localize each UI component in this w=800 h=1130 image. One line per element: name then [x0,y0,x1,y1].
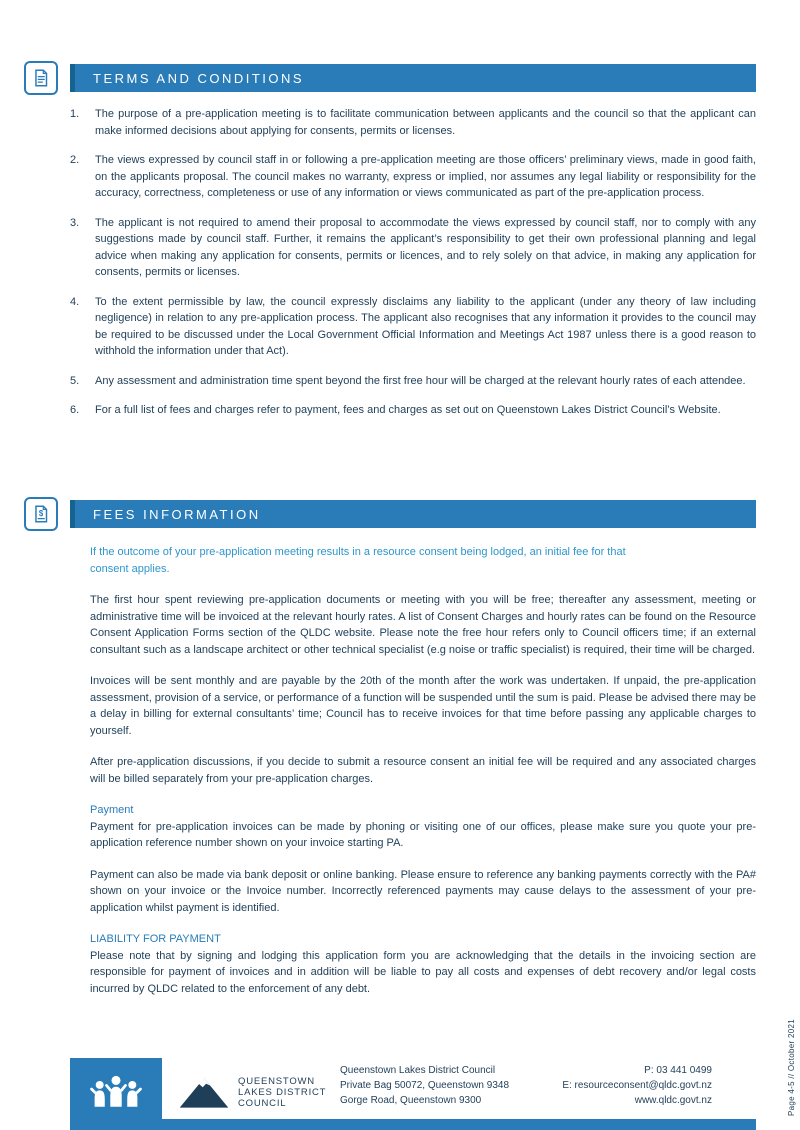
fees-heading: FEES INFORMATION [93,506,261,522]
address-line-3: Gorge Road, Queenstown 9300 [340,1095,482,1106]
fees-paragraph: After pre-application discussions, if you decide to submit a resource consent an initial fee will be required and any associated charges will be billed separately from your pre-application charges. [90,756,756,785]
item-number: 1. [70,108,80,120]
payment-paragraphs [90,819,756,917]
fees-document-icon [24,497,58,531]
fees-section [38,500,756,997]
qldc-logo [178,1074,326,1110]
item-text: The purpose of a pre-application meeting is to facilitate communication between applicants and the council so that the applicant can make informed decisions about applying for consents, permits or licenses. [95,108,756,137]
terms-list-item [70,215,756,281]
terms-heading: TERMS AND CONDITIONS [93,70,305,86]
svg-text:$: $ [38,508,44,518]
terms-document-icon [24,61,58,95]
payment-paragraph: Payment for pre-application invoices can be made by phoning or visiting one of our offices, please make sure you quote your pre-application reference number shown on your invoice starting PA. [90,820,756,849]
terms-list-item [70,402,756,419]
footer-blue-bar [70,1119,756,1130]
payment-heading: Payment [90,804,134,816]
terms-list-item [70,373,756,390]
logo-line-1: QUEENSTOWN [238,1075,315,1087]
fees-paragraph: Invoices will be sent monthly and are payable by the 20th of the month after the work was undertaken. If unpaid, the pre-application assessment, provision of a service, or performance of a function will be suspended until the sum is paid. Please be advised there may be a delay in billing for external consultants’ time; Council has to receive invoices for that time before passing any applicable charges to yourself. [90,675,756,737]
email-address: E: resourceconsent@qldc.govt.nz [562,1080,712,1091]
liability-paragraph: Please note that by signing and lodging this application form you are acknowledging that the details in the invoicing section are responsible for payment of invoices and in addition will be liable to pay all costs and expenses of debt recovery and/or legal costs incurred by QLDC related to the enforcement of any debt. [90,949,756,995]
address-line-1: Queenstown Lakes District Council [340,1065,496,1076]
page-side-note: Page 4-5 // October 2021 [787,1018,796,1116]
terms-heading-bar [70,64,756,92]
terms-section [70,64,756,432]
item-text: Any assessment and administration time spent beyond the first free hour will be charged at the relevant hourly rates of each attendee. [95,374,746,387]
terms-list-item [70,294,756,360]
item-text: The applicant is not required to amend their proposal to accommodate the views expressed by council staff, nor to comply with any suggestions made by council staff. Further, it remains the applicant’s responsibility to get their own professional planning and legal advice when making any application for consents, permits or licences, and to rely solely on that advice, in making any application for consents, permits or licenses. [95,216,756,278]
logo-text [238,1076,326,1109]
fees-body [70,544,756,997]
item-number: 3. [70,216,80,229]
item-number: 5. [70,374,80,387]
fees-paragraphs [90,592,756,787]
terms-list-item [70,106,756,139]
fees-paragraph: The first hour spent reviewing pre-application documents or meeting with you will be free; thereafter any assessment, meeting or administrative time will be invoiced at the relevant hourly rates. A list of Consent Charges and hourly rates can be found on the Resource Consent Application Forms section of the QLDC website. Please note the free hour refers only to Council officers time; if an external consultant such as a landscape architect or other technical specialist (e.g noise or traffic specialist) is required, their time will be charged. [90,594,756,656]
website-url: www.qldc.govt.nz [634,1095,712,1106]
terms-list [70,106,756,419]
liability-heading: LIABILITY FOR PAYMENT [90,933,221,945]
fees-intro: If the outcome of your pre-application meeting results in a resource consent being lodged, an initial fee for that consent applies. [90,546,626,575]
address-line-2: Private Bag 50072, Queenstown 9348 [340,1080,510,1091]
phone-number: P: 03 441 0499 [644,1065,712,1076]
item-text: For a full list of fees and charges refer to payment, fees and charges as set out on Queenstown Lakes District Council’s Website. [95,404,721,416]
people-box [70,1058,162,1130]
dollar-document-icon [30,503,52,525]
logo-line-3: COUNCIL [238,1097,287,1109]
document-lines-icon [30,67,52,89]
item-text: The views expressed by council staff in or following a pre-application meeting are those officers’ preliminary views, made in good faith, on the applicants proposal. The council makes no warranty, express or implied, nor assumes any legal liability or responsibility for the accuracy, correctness, completeness or use of any information or views communicated as part of the pre-application process. [95,154,756,199]
fees-heading-bar [70,500,756,528]
community-people-icon [87,1072,145,1116]
footer [70,1050,756,1130]
address-block [340,1063,509,1108]
contact-block [562,1063,712,1108]
item-number: 4. [70,295,80,308]
item-number: 2. [70,154,80,166]
mountain-icon [178,1074,230,1110]
terms-list-item [70,152,756,202]
payment-paragraph: Payment can also be made via bank deposit or online banking. Please ensure to reference any banking payments correctly with the PA# shown on your invoice or the Invoice number. Incorrectly referenced payments may cause delays to the assessment of your pre-application whilst payment is identified. [90,868,756,914]
logo-line-2: LAKES DISTRICT [238,1086,327,1098]
item-number: 6. [70,404,80,416]
item-text: To the extent permissible by law, the council expressly disclaims any liability to the applicant (under any theory of law including negligence) in relation to any pre-application process. The applicant also recognises that any information it provides to the council may be required to be discussed under the Local Government Official Information and Meetings Act 1987 unless there is a good reason to withhold the information under that Act). [95,295,756,357]
